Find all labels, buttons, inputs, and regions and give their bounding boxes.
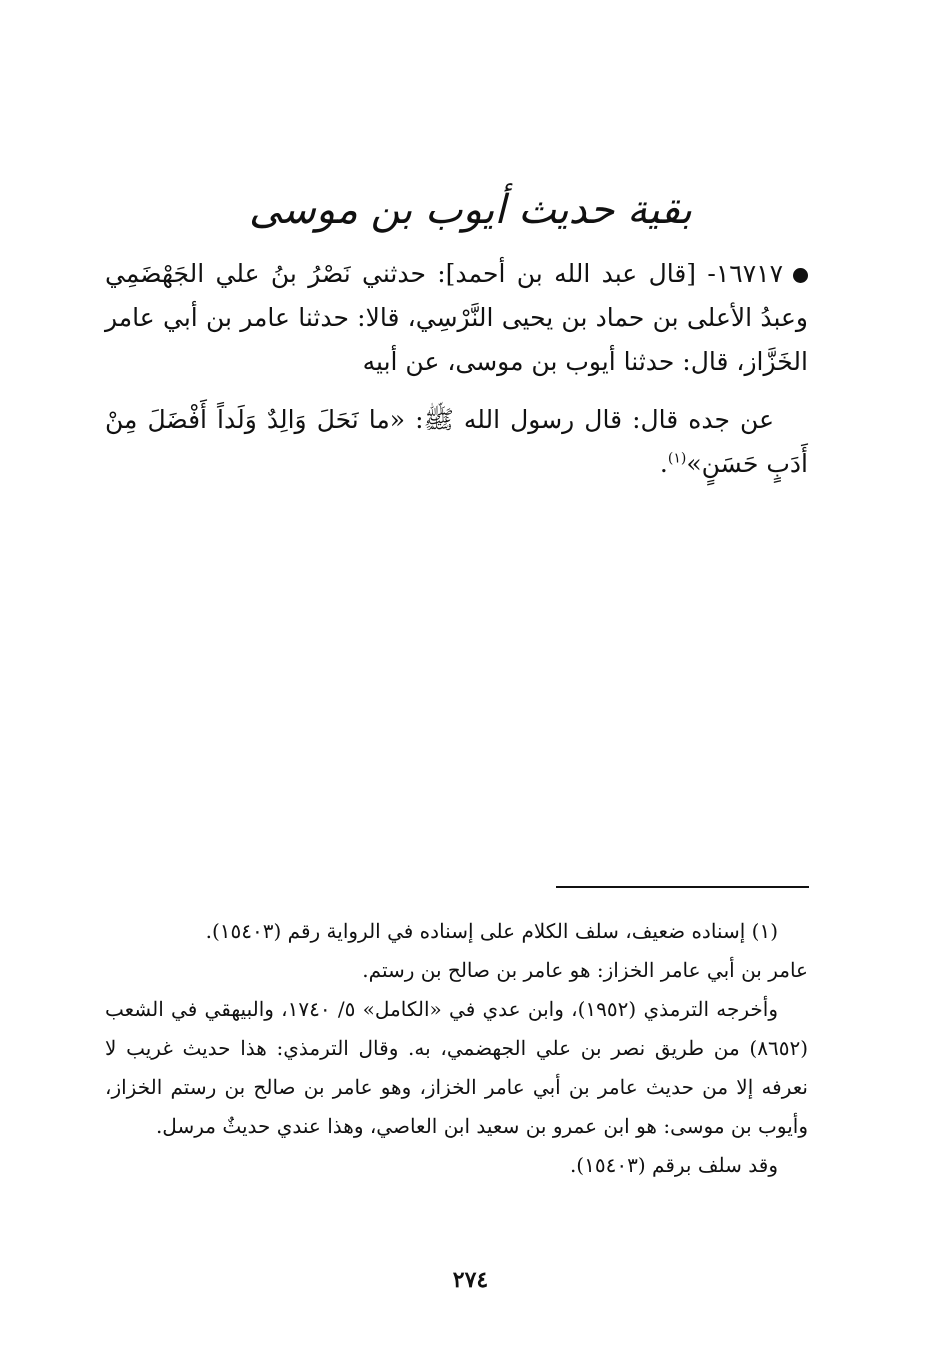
hadith-isnad: [قال عبد الله بن أحمد]: حدثني نَصْرُ بنُ علي الجَهْضَمِي وعبدُ الأعلى بن حماد بن يحيى النَّرْسِي، قالا: حدثنا عامر بن أبي عامر الخَزَّاز، قال: حدثنا أيوب بن موسى، عن أبيه (105, 259, 808, 376)
footnotes (105, 912, 808, 1185)
hadith-end-mark: . (659, 449, 668, 478)
hadith-paragraph (105, 252, 808, 384)
footnote-line: وقد سلف برقم (١٥٤٠٣). (569, 1153, 778, 1177)
footnote-line: عامر بن أبي عامر الخزاز: هو عامر بن صالح بن رستم. (362, 958, 808, 982)
hadith-body (105, 252, 808, 486)
hadith-matn: عن جده قال: قال رسول الله ﷺ: «ما نَحَلَ وَالِدٌ وَلَداً أَفْضَلَ مِنْ أَدَبٍ حَسَنٍ» (105, 405, 808, 478)
page-number: ٢٧٤ (452, 1267, 489, 1293)
hadith-matn-paragraph (105, 398, 808, 486)
bullet-icon (793, 268, 808, 283)
footnote-reference: (١) (667, 450, 687, 467)
footnote-line: وأخرجه الترمذي (١٩٥٢)، وابن عدي في «الكامل» ٥/ ١٧٤٠، والبيهقي في الشعب (٨٦٥٢) من طريق نصر بن علي الجهضمي، به. وقال الترمذي: هذا حديث غريب لا نعرفه إلا من حديث عامر بن أبي عامر الخزاز، وهو عامر بن صالح بن رستم الخزاز، وأيوب بن موسى: هو ابن عمرو بن سعيد ابن العاصي، وهذا عندي حديثٌ مرسل. (105, 997, 808, 1138)
footnote-divider (556, 886, 809, 888)
hadith-number: ١٦٧١٧- (707, 259, 783, 288)
section-heading: بقية حديث أيوب بن موسى (249, 187, 692, 233)
footnote-line: (١) إسناده ضعيف، سلف الكلام على إسناده في الرواية رقم (١٥٤٠٣). (205, 919, 778, 943)
